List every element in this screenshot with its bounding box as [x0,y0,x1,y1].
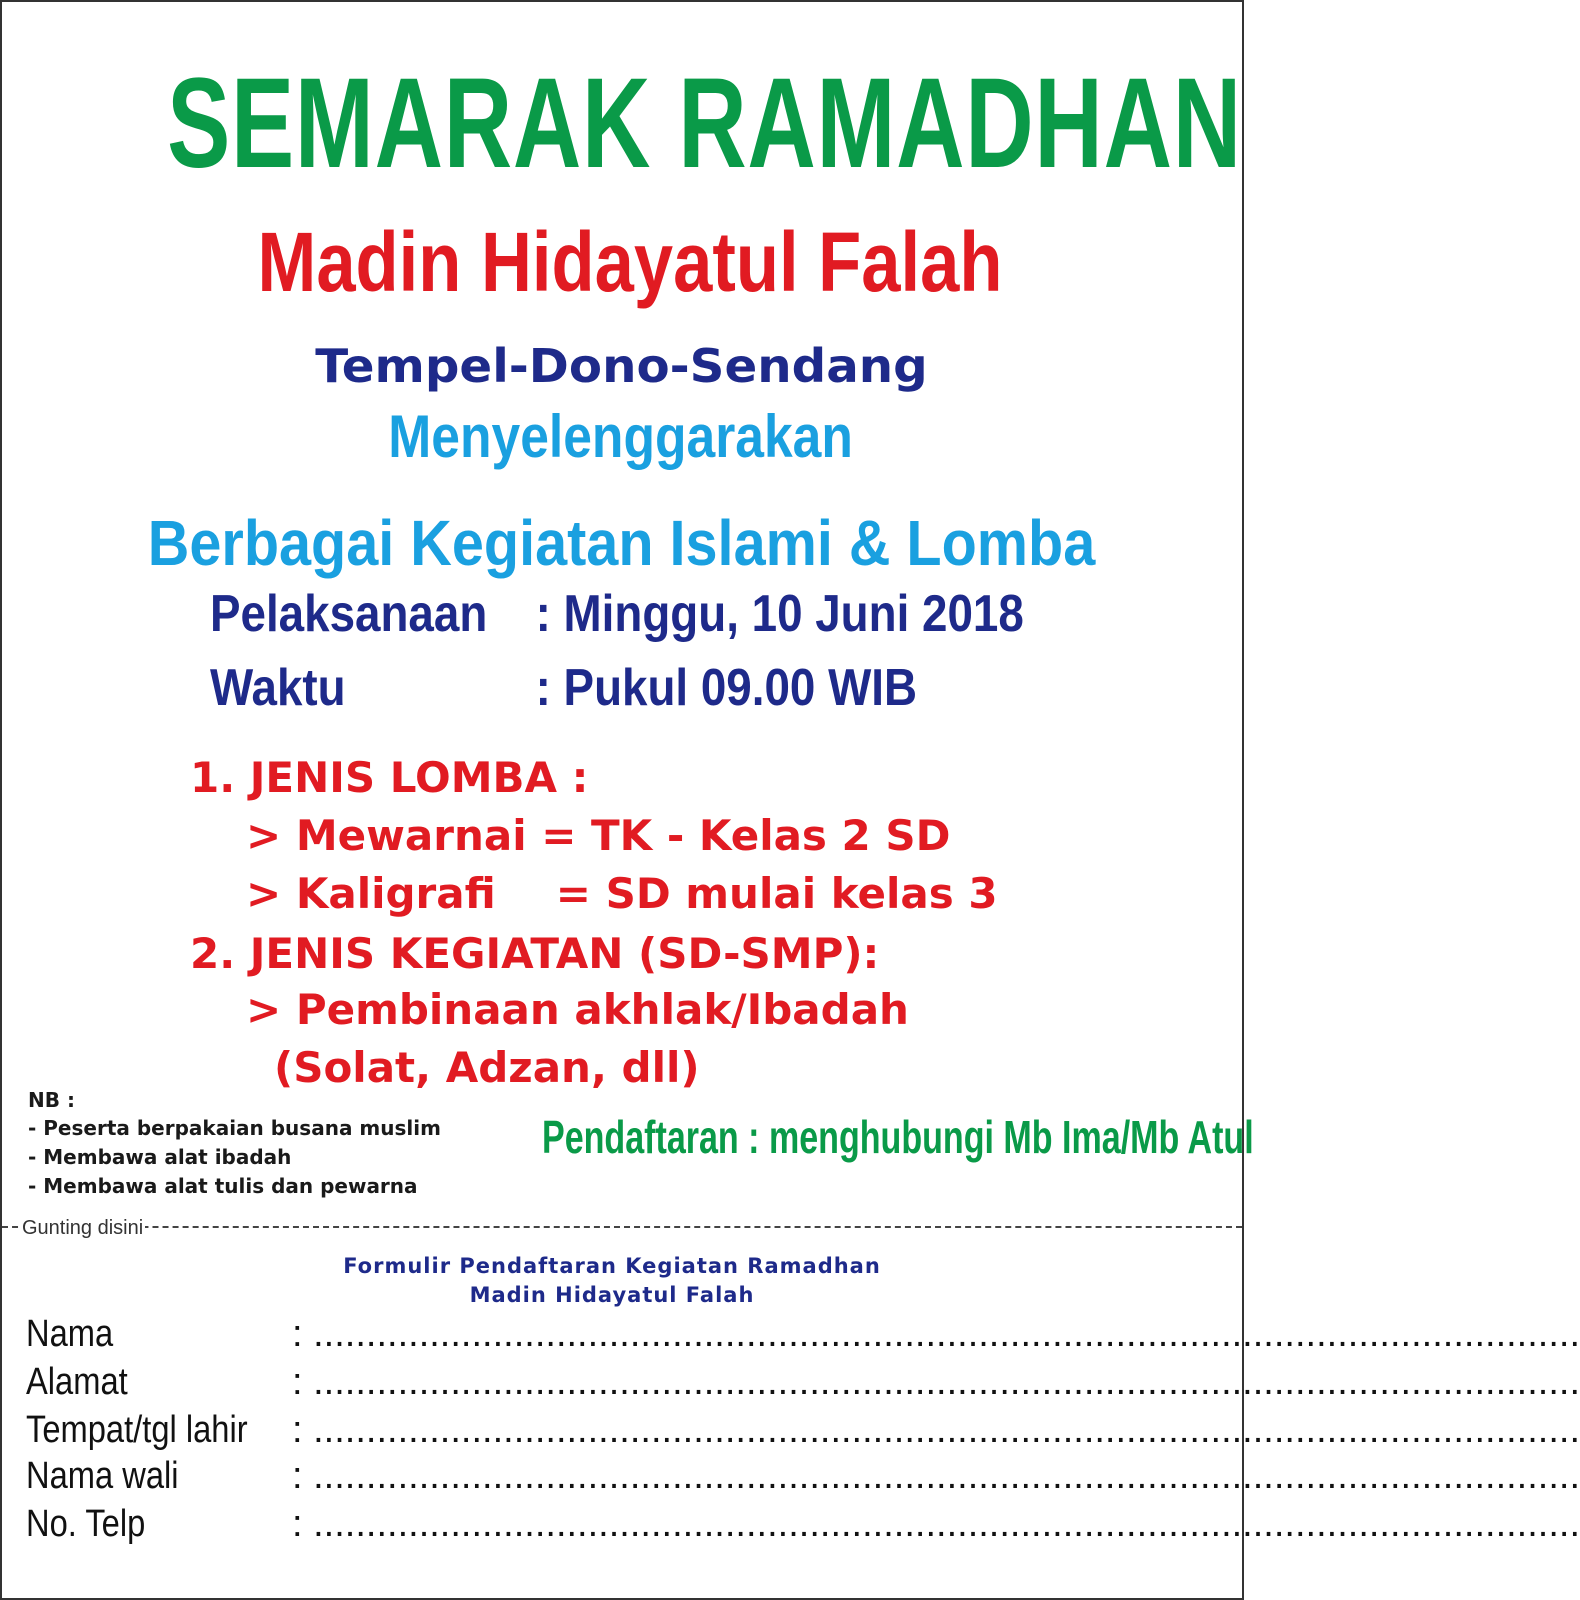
registration-contact: Pendaftaran : menghubungi Mb Ima/Mb Atul [542,1111,1254,1163]
field-label: Tempat/tgl lahir [26,1409,248,1451]
competition-item-value: = TK - Kelas 2 SD [541,811,951,860]
organizes-text: Menyelenggarakan [388,403,853,470]
form-field-nama[interactable] [26,1312,1580,1356]
time-value: : Pukul 09.00 WIB [535,659,918,717]
form-field-guardian[interactable] [26,1454,1580,1498]
competition-item-mewarnai [246,810,951,862]
note-item: - Membawa alat tulis dan pewarna [28,1174,418,1198]
cut-label: Gunting disini [22,1217,144,1239]
notes-heading: NB : [28,1088,75,1112]
competition-heading: 1. JENIS LOMBA : [190,753,589,802]
field-label: Alamat [26,1361,128,1403]
cut-line [2,1226,1242,1228]
date-label: Pelaksanaan [210,585,488,643]
activity-item: > Pembinaan akhlak/Ibadah [246,985,909,1034]
field-label: Nama [26,1313,114,1355]
form-field-birth[interactable] [26,1408,1580,1452]
school-location: Tempel-Dono-Sendang [315,339,928,393]
field-fill-line[interactable]: : ........................................................................................................................ [292,1361,1580,1403]
time-label: Waktu [210,659,346,717]
date-value: : Minggu, 10 Juni 2018 [535,585,1024,643]
form-field-alamat[interactable] [26,1360,1580,1404]
field-fill-line[interactable]: : ........................................................................................................................ [292,1503,1580,1545]
form-title: Formulir Pendaftaran Kegiatan Ramadhan [343,1254,881,1278]
activities-heading: Berbagai Kegiatan Islami & Lomba [147,507,1096,579]
form-subtitle: Madin Hidayatul Falah [469,1283,755,1307]
field-label: Nama wali [26,1455,179,1497]
event-title: SEMARAK RAMADHAN [167,52,1242,195]
activity-item-detail: (Solat, Adzan, dll) [274,1043,700,1092]
activity-heading: 2. JENIS KEGIATAN (SD-SMP): [190,929,880,978]
competition-item-value: = SD mulai kelas 3 [555,869,998,918]
competition-item-kaligrafi [246,868,998,920]
competition-item-name: > Kaligrafi [246,869,496,918]
form-field-phone[interactable] [26,1502,1580,1546]
field-fill-line[interactable]: : ........................................................................................................................ [292,1409,1580,1451]
field-fill-line[interactable]: : ........................................................................................................................ [292,1313,1580,1355]
time-row [210,658,917,718]
note-item: - Membawa alat ibadah [28,1145,292,1169]
note-item: - Peserta berpakaian busana muslim [28,1116,441,1140]
competition-item-name: > Mewarnai [246,811,527,860]
field-fill-line[interactable]: : ........................................................................................................................ [292,1455,1580,1497]
date-row [210,584,1024,644]
field-label: No. Telp [26,1503,146,1545]
school-name: Madin Hidayatul Falah [257,215,1003,309]
